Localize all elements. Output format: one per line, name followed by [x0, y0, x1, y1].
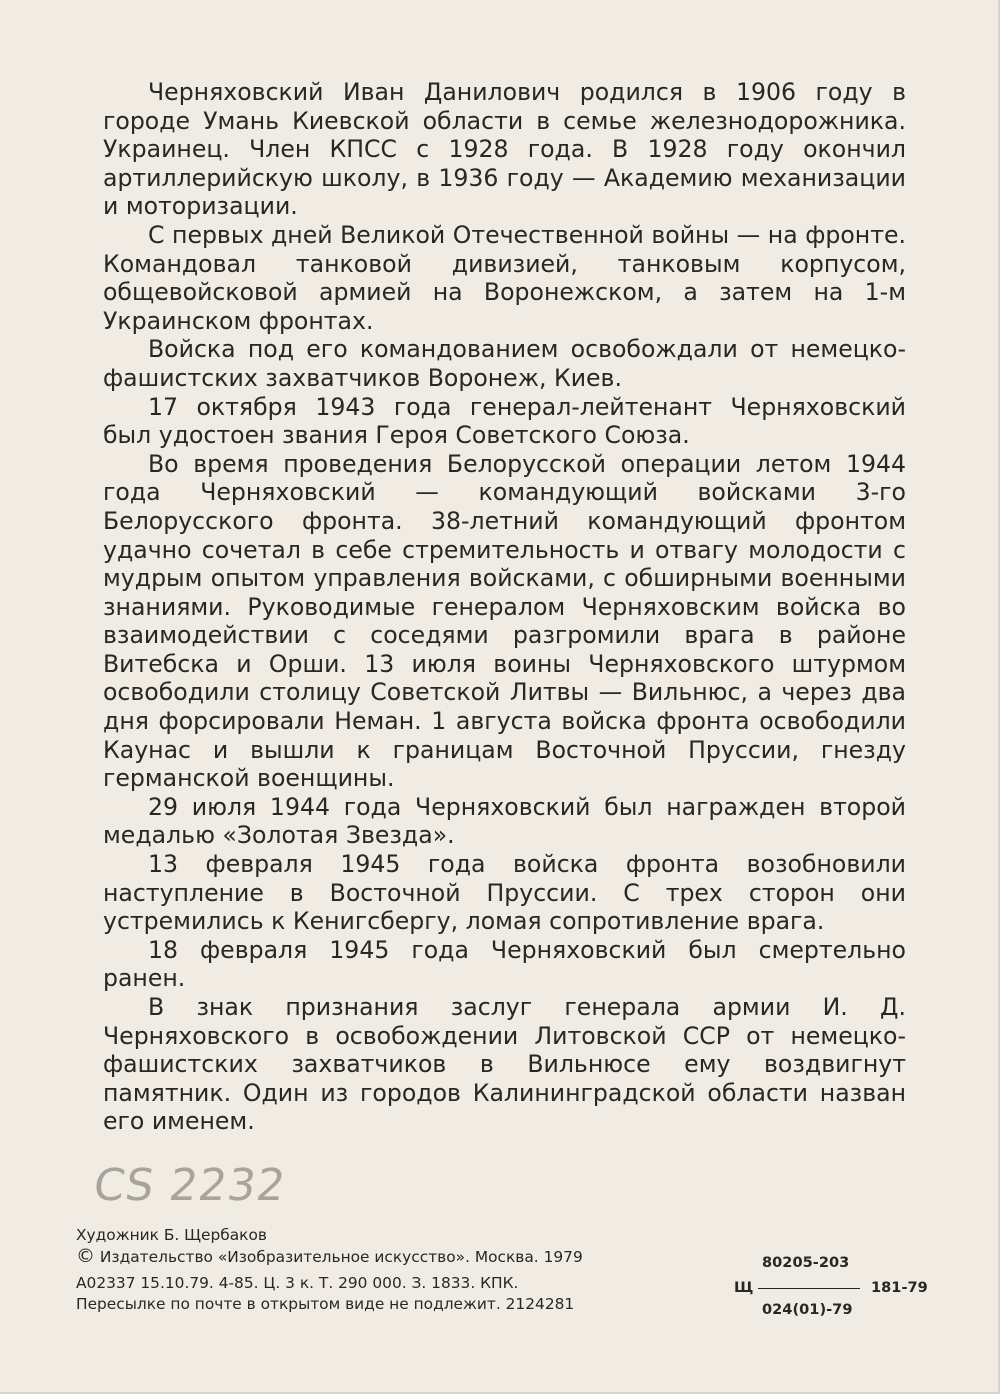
publisher-name: Издательство «Изобразительное искусство». Москва. 1979 [99, 1248, 583, 1266]
paragraph-hero-title: 17 октября 1943 года генерал-лейтенант Черняховский был удостоен звания Героя Советского Союза. [103, 392, 906, 450]
copyright-symbol: © [76, 1245, 95, 1267]
code-bottom: 024(01)-79 [762, 1301, 853, 1318]
paragraph-east-prussia: 13 февраля 1945 года войска фронта возобновили наступление в Восточной Пруссии. С трех сторон они устремились к Кенигсбергу, ломая сопротивление врага. [103, 850, 906, 936]
postal-note: Пересылке по почте в открытом виде не подлежит. 2124281 [76, 1295, 575, 1313]
paragraph-wounded: 18 февраля 1945 года Черняховский был смертельно ранен. [103, 935, 906, 993]
paragraph-birth: Черняховский Иван Данилович родился в 1906 году в городе Умань Киевской области в семье железнодорожника. Украинец. Член КПСС с 1928 года. В 1928 году окончил артиллерийскую школу, в 1936 году — Академию механизации и моторизации. [103, 78, 906, 221]
paragraph-liberation: Войска под его командованием освобождали от немецко-фашистских захватчиков Воронеж, Киев. [103, 335, 906, 392]
code-top: 80205-203 [762, 1254, 850, 1271]
code-fraction-rule [758, 1288, 860, 1289]
paragraph-memorial: В знак признания заслуг генерала армии И. Д. Черняховского в освобождении Литовской ССР от немецко-фашистских захватчиков в Вильнюсе ему воздвигнут памятник. Один из городов Калининградской области назван его именем. [103, 993, 906, 1136]
paragraph-belorussian-operation: Во время проведения Белорусской операции летом 1944 года Черняховский — командующий войсками 3-го Белорусского фронта. 38-летний командующий фронтом удачно сочетал в себе стремительность и отвагу молодости с мудрым опытом управления войсками, с обширными военными знаниями. Руководимые генералом Черняховским войска во взаимодействии с соседями разгромили врага в районе Витебска и Орши. 13 июля воины Черняховского штурмом освободили столицу Советской Литвы — Вильнюс, а через два дня форсировали Неман. 1 августа войска фронта освободили Каунас и вышли к границам Восточной Пруссии, гнезду германской военщины. [103, 449, 906, 793]
print-info: А02337 15.10.79. 4-85. Ц. 3 к. Т. 290 000. З. 1833. КПК. [76, 1274, 519, 1292]
paragraph-second-medal: 29 июля 1944 года Черняховский был награжден второй медалью «Золотая Звезда». [103, 792, 906, 850]
biography-text [103, 78, 906, 1136]
publisher-line [76, 1247, 583, 1266]
handwritten-catalog-note: CS 2232 [90, 1160, 290, 1211]
code-letter: Щ [734, 1279, 754, 1296]
artist-credit: Художник Б. Щербаков [76, 1226, 267, 1244]
paragraph-front: С первых дней Великой Отечественной войны — на фронте. Командовал танковой дивизией, танковым корпусом, общевойсковой армией на Воронежском, а затем на 1-м Украинском фронтах. [103, 220, 906, 335]
code-right: 181-79 [871, 1279, 928, 1296]
